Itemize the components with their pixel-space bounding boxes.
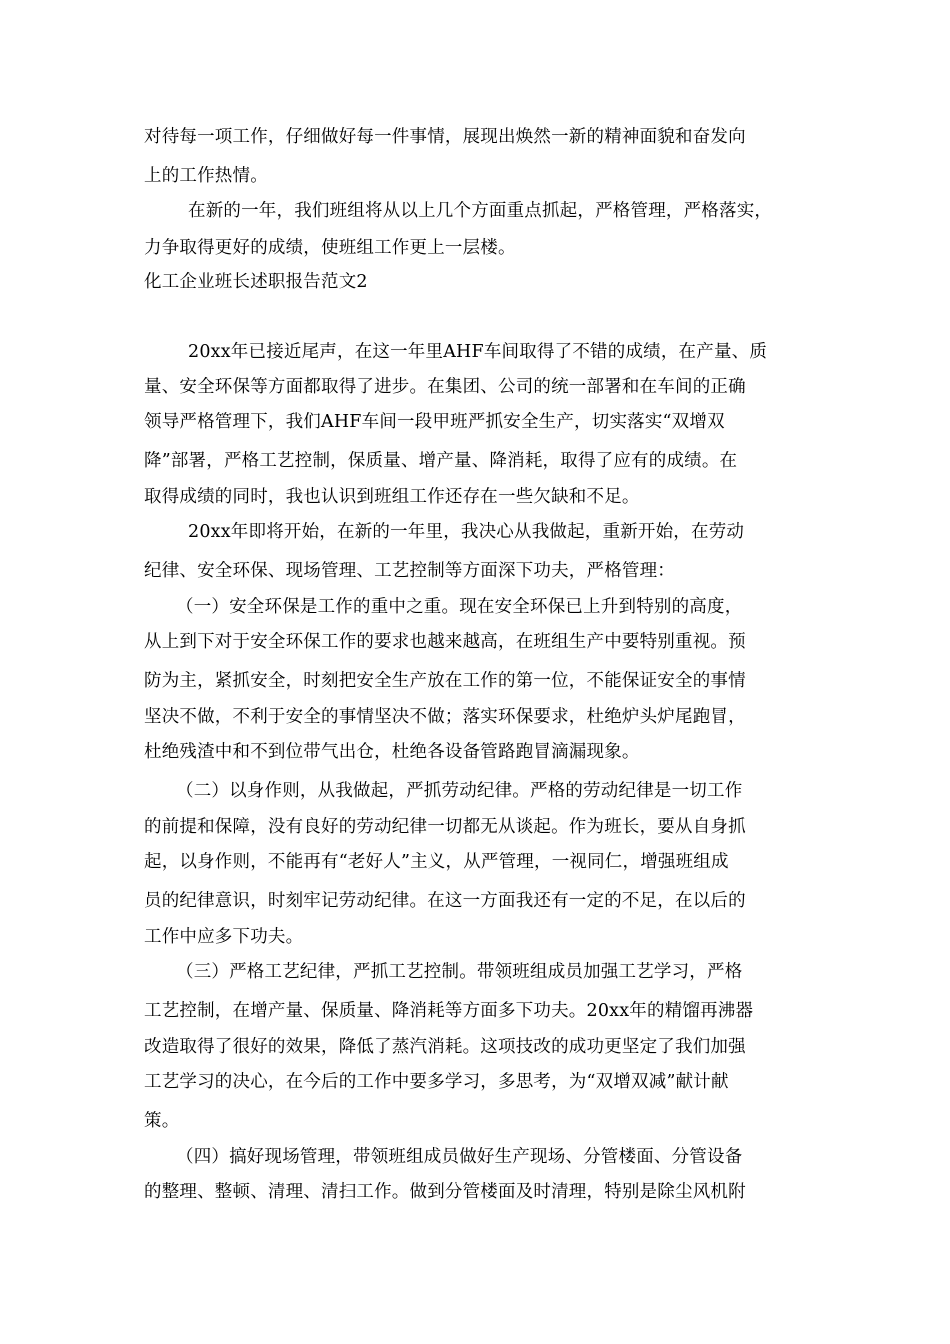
text-line: 员的纪律意识，时刻牢记劳动纪律。在这一方面我还有一定的不足，在以后的: [144, 891, 746, 911]
text-line: 力争取得更好的成绩，使班组工作更上一层楼。: [144, 238, 516, 258]
text-line: 策。: [144, 1111, 180, 1131]
text-line: 工艺学习的决心，在今后的工作中要多学习，多思考，为“双增双减”献计献: [144, 1072, 729, 1092]
section-heading: 化工企业班长述职报告范文2: [144, 272, 368, 292]
paragraph-first-line: 20xx年即将开始，在新的一年里，我决心从我做起，重新开始，在劳动: [188, 522, 745, 542]
text-line: 杜绝残渣中和不到位带气出仓，杜绝各设备管路跑冒滴漏现象。: [144, 742, 640, 762]
text-line: 起，以身作则，不能再有“老好人”主义，从严管理，一视同仁，增强班组成: [144, 852, 729, 872]
text-line: 降”部署，严格工艺控制，保质量、增产量、降消耗，取得了应有的成绩。在: [144, 451, 738, 471]
paragraph-first-line: （一）安全环保是工作的重中之重。现在安全环保已上升到特别的高度，: [176, 597, 743, 617]
paragraph-first-line: 20xx年已接近尾声，在这一年里AHF车间取得了不错的成绩，在产量、质: [188, 342, 768, 362]
text-line: 纪律、安全环保、现场管理、工艺控制等方面深下功夫，严格管理：: [144, 561, 675, 581]
paragraph-first-line: （二）以身作则，从我做起，严抓劳动纪律。严格的劳动纪律是一切工作: [176, 781, 743, 801]
text-line: 工艺控制，在增产量、保质量、降消耗等方面多下功夫。20xx年的精馏再沸器: [144, 1001, 754, 1021]
text-line: 防为主，紧抓安全，时刻把安全生产放在工作的第一位，不能保证安全的事情: [144, 671, 746, 691]
text-line: 改造取得了很好的效果，降低了蒸汽消耗。这项技改的成功更坚定了我们加强: [144, 1037, 746, 1057]
text-line: 取得成绩的同时，我也认识到班组工作还存在一些欠缺和不足。: [144, 487, 640, 507]
text-line: 从上到下对于安全环保工作的要求也越来越高，在班组生产中要特别重视。预: [144, 632, 746, 652]
paragraph-first-line: （三）严格工艺纪律，严抓工艺控制。带领班组成员加强工艺学习，严格: [176, 962, 743, 982]
text-line: 坚决不做，不利于安全的事情坚决不做；落实环保要求，杜绝炉头炉尾跑冒，: [144, 707, 746, 727]
text-line: 对待每一项工作，仔细做好每一件事情，展现出焕然一新的精神面貌和奋发向: [144, 127, 746, 147]
text-line: 量、安全环保等方面都取得了进步。在集团、公司的统一部署和在车间的正确: [144, 377, 746, 397]
text-line: 的前提和保障，没有良好的劳动纪律一切都无从谈起。作为班长，要从自身抓: [144, 817, 746, 837]
text-line: 上的工作热情。: [144, 166, 268, 186]
paragraph-first-line: 在新的一年，我们班组将从以上几个方面重点抓起，严格管理，严格落实，: [188, 201, 773, 221]
text-line: 领导严格管理下，我们AHF车间一段甲班严抓安全生产，切实落实“双增双: [144, 412, 725, 432]
text-line: 的整理、整顿、清理、清扫工作。做到分管楼面及时清理，特别是除尘风机附: [144, 1182, 746, 1202]
paragraph-first-line: （四）搞好现场管理，带领班组成员做好生产现场、分管楼面、分管设备: [176, 1147, 743, 1167]
text-line: 工作中应多下功夫。: [144, 927, 304, 947]
